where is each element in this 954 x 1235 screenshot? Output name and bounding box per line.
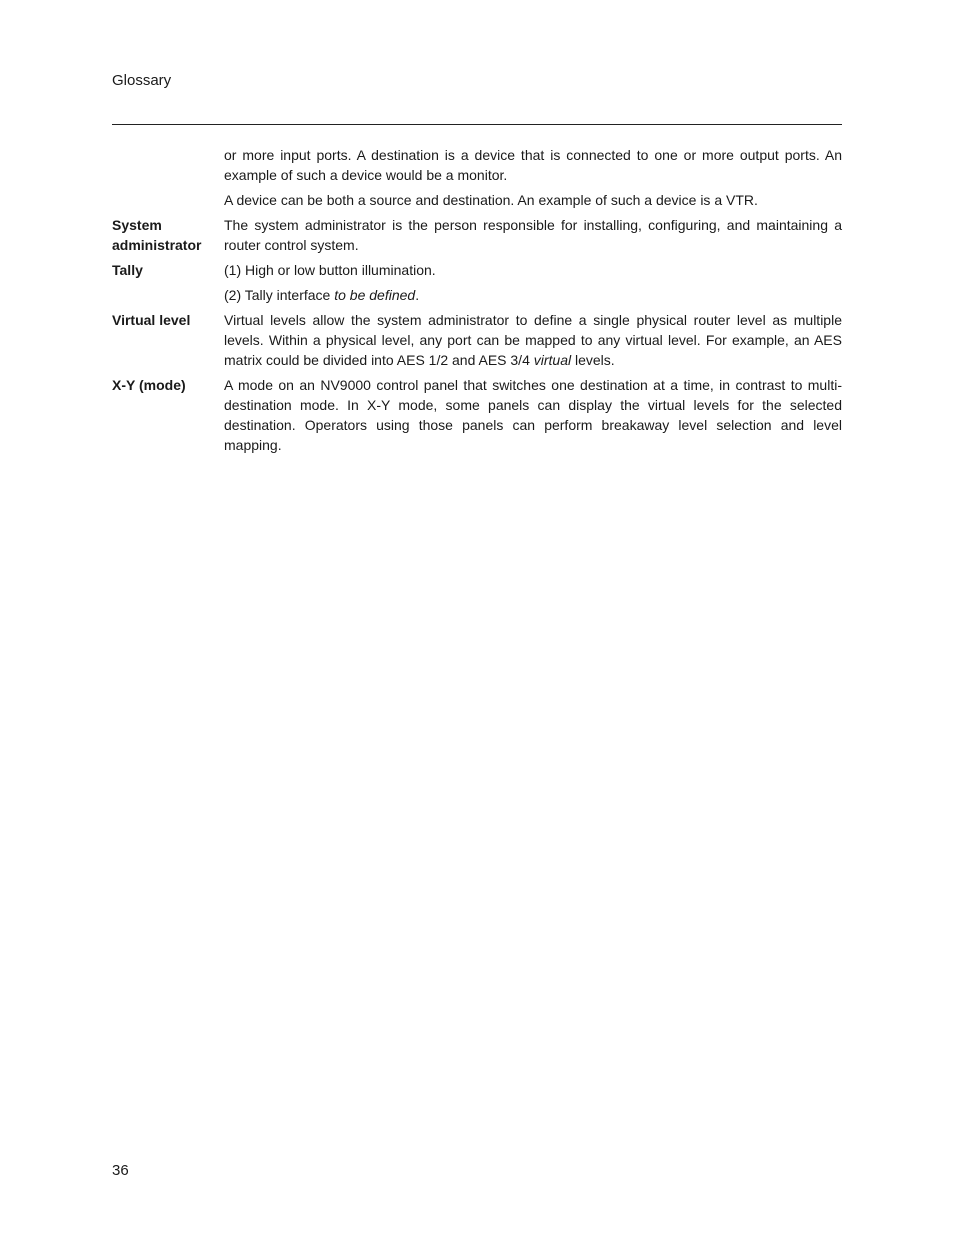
glossary-definition: A device can be both a source and destination. An example of such a device is a VTR.: [224, 192, 758, 208]
glossary-term-empty: [112, 285, 224, 305]
glossary-term-empty: [112, 145, 224, 185]
glossary-entry-tally-2: [112, 285, 842, 305]
running-head: Glossary: [112, 72, 172, 89]
definition-text: levels.: [571, 352, 615, 368]
definition-text: (2) Tally interface: [224, 287, 335, 303]
page-number: 36: [112, 1162, 129, 1179]
glossary-definition: The system administrator is the person responsible for installing, configuring, and maintaining a router control system.: [224, 217, 842, 253]
glossary-term: X-Y (mode): [112, 377, 186, 393]
definition-text: .: [415, 287, 420, 303]
glossary-entry-virtual-level: [112, 310, 842, 370]
glossary-definition: [224, 310, 842, 370]
header-rule: [112, 124, 842, 125]
glossary-entry-xy-mode: [112, 375, 842, 455]
glossary-list: [112, 145, 842, 460]
glossary-term: System administrator: [112, 217, 202, 253]
definition-emphasis: to be defined: [334, 287, 416, 303]
glossary-definition: [224, 285, 842, 305]
glossary-continuation: [112, 145, 842, 185]
glossary-term: Virtual level: [112, 312, 191, 328]
glossary-definition: (1) High or low button illumination.: [224, 262, 436, 278]
glossary-definition: or more input ports. A destination is a device that is connected to one or more output ports. An example of such a device would be a monitor.: [224, 147, 842, 183]
glossary-definition: A mode on an NV9000 control panel that switches one destination at a time, in contrast to multi-destination mode. In X-Y mode, some panels can display the virtual levels for the selected destination. Operators using those panels can perform breakaway level selection and level mapping.: [224, 377, 842, 453]
definition-emphasis: virtual: [533, 352, 572, 368]
glossary-entry-tally: [112, 260, 842, 280]
glossary-continuation: [112, 190, 842, 210]
glossary-term: Tally: [112, 262, 143, 278]
glossary-entry-system-administrator: [112, 215, 842, 255]
definition-text: Virtual levels allow the system administrator to define a single physical router level as multiple levels. Within a physical level, any port can be mapped to any virtual level. For example, an AES matrix could be divided into AES 1/2 and AES 3/4: [224, 312, 842, 368]
glossary-term-empty: [112, 190, 224, 210]
